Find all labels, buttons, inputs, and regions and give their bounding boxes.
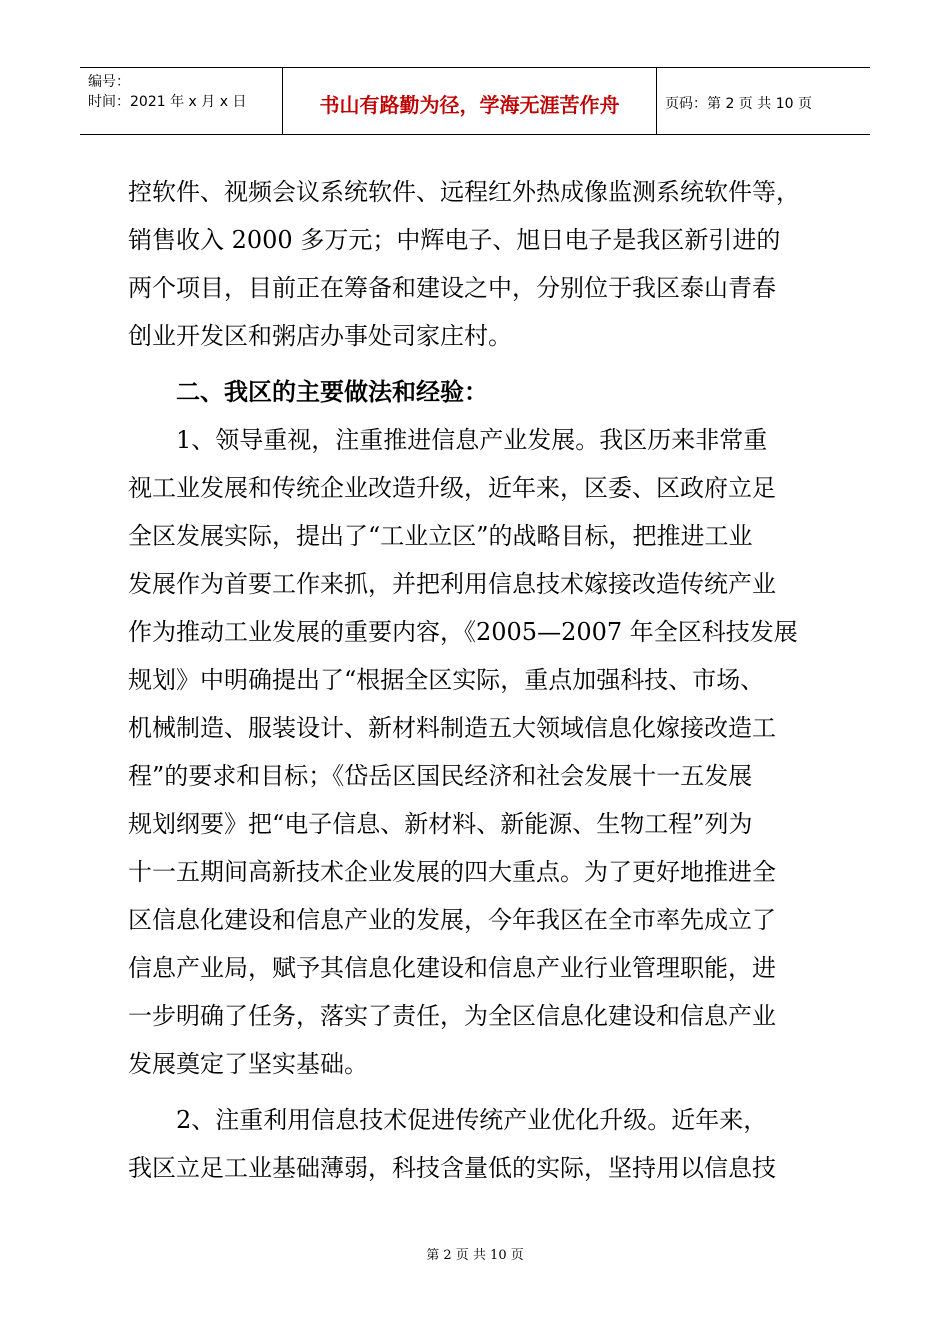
text-line: 程”的要求和目标；《岱岳区国民经济和社会发展十一五发展 (128, 762, 753, 790)
text-line: 作为推动工业发展的重要内容，《2005—2007 年全区科技发展 (128, 618, 798, 646)
header-motto: 书山有路勤为径，学海无涯苦作舟 (283, 68, 657, 134)
text-line: 视工业发展和传统企业改造升级，近年来，区委、区政府立足 (128, 474, 776, 502)
text-line: 规划》中明确提出了“根据全区实际，重点加强科技、市场、 (128, 666, 765, 694)
page-header (80, 67, 870, 135)
text-line: 全区发展实际，提出了“工业立区”的战略目标，把推进工业 (128, 522, 753, 550)
text-line: 区信息化建设和信息产业的发展，今年我区在全市率先成立了 (128, 906, 776, 934)
page-footer: 第 2 页 共 10 页 (426, 1248, 524, 1263)
text-line: 发展作为首要工作来抓，并把利用信息技术嫁接改造传统产业 (128, 570, 776, 598)
text-line: 两个项目，目前正在筹备和建设之中，分别位于我区泰山青春 (128, 274, 776, 302)
document-body (128, 168, 828, 1192)
header-meta (80, 68, 283, 134)
text-line: 2、注重利用信息技术促进传统产业优化升级。近年来， (176, 1106, 768, 1134)
text-line: 1、领导重视，注重推进信息产业发展。我区历来非常重 (176, 426, 768, 454)
text-line: 一步明确了任务，落实了责任，为全区信息化建设和信息产业 (128, 1002, 776, 1030)
number-label: 编号： (88, 74, 130, 90)
text-line: 规划纲要》把“电子信息、新材料、新能源、生物工程”列为 (128, 810, 753, 838)
header-page-info: 页码：第 2 页 共 10 页 (665, 96, 812, 112)
section-heading: 二、我区的主要做法和经验： (176, 378, 488, 406)
text-line: 信息产业局，赋予其信息化建设和信息产业行业管理职能，进 (128, 954, 776, 982)
text-line: 控软件、视频会议系统软件、远程红外热成像监测系统软件等， (128, 178, 800, 206)
text-line: 发展奠定了坚实基础。 (128, 1050, 368, 1078)
text-line: 创业开发区和粥店办事处司家庄村。 (128, 322, 512, 350)
text-line: 机械制造、服装设计、新材料制造五大领域信息化嫁接改造工 (128, 714, 776, 742)
date-label: 时间：2021 年 x 月 x 日 (88, 94, 247, 110)
text-line: 我区立足工业基础薄弱，科技含量低的实际，坚持用以信息技 (128, 1154, 776, 1182)
text-line: 销售收入 2000 多万元；中辉电子、旭日电子是我区新引进的 (128, 226, 781, 254)
text-line: 十一五期间高新技术企业发展的四大重点。为了更好地推进全 (128, 858, 776, 886)
